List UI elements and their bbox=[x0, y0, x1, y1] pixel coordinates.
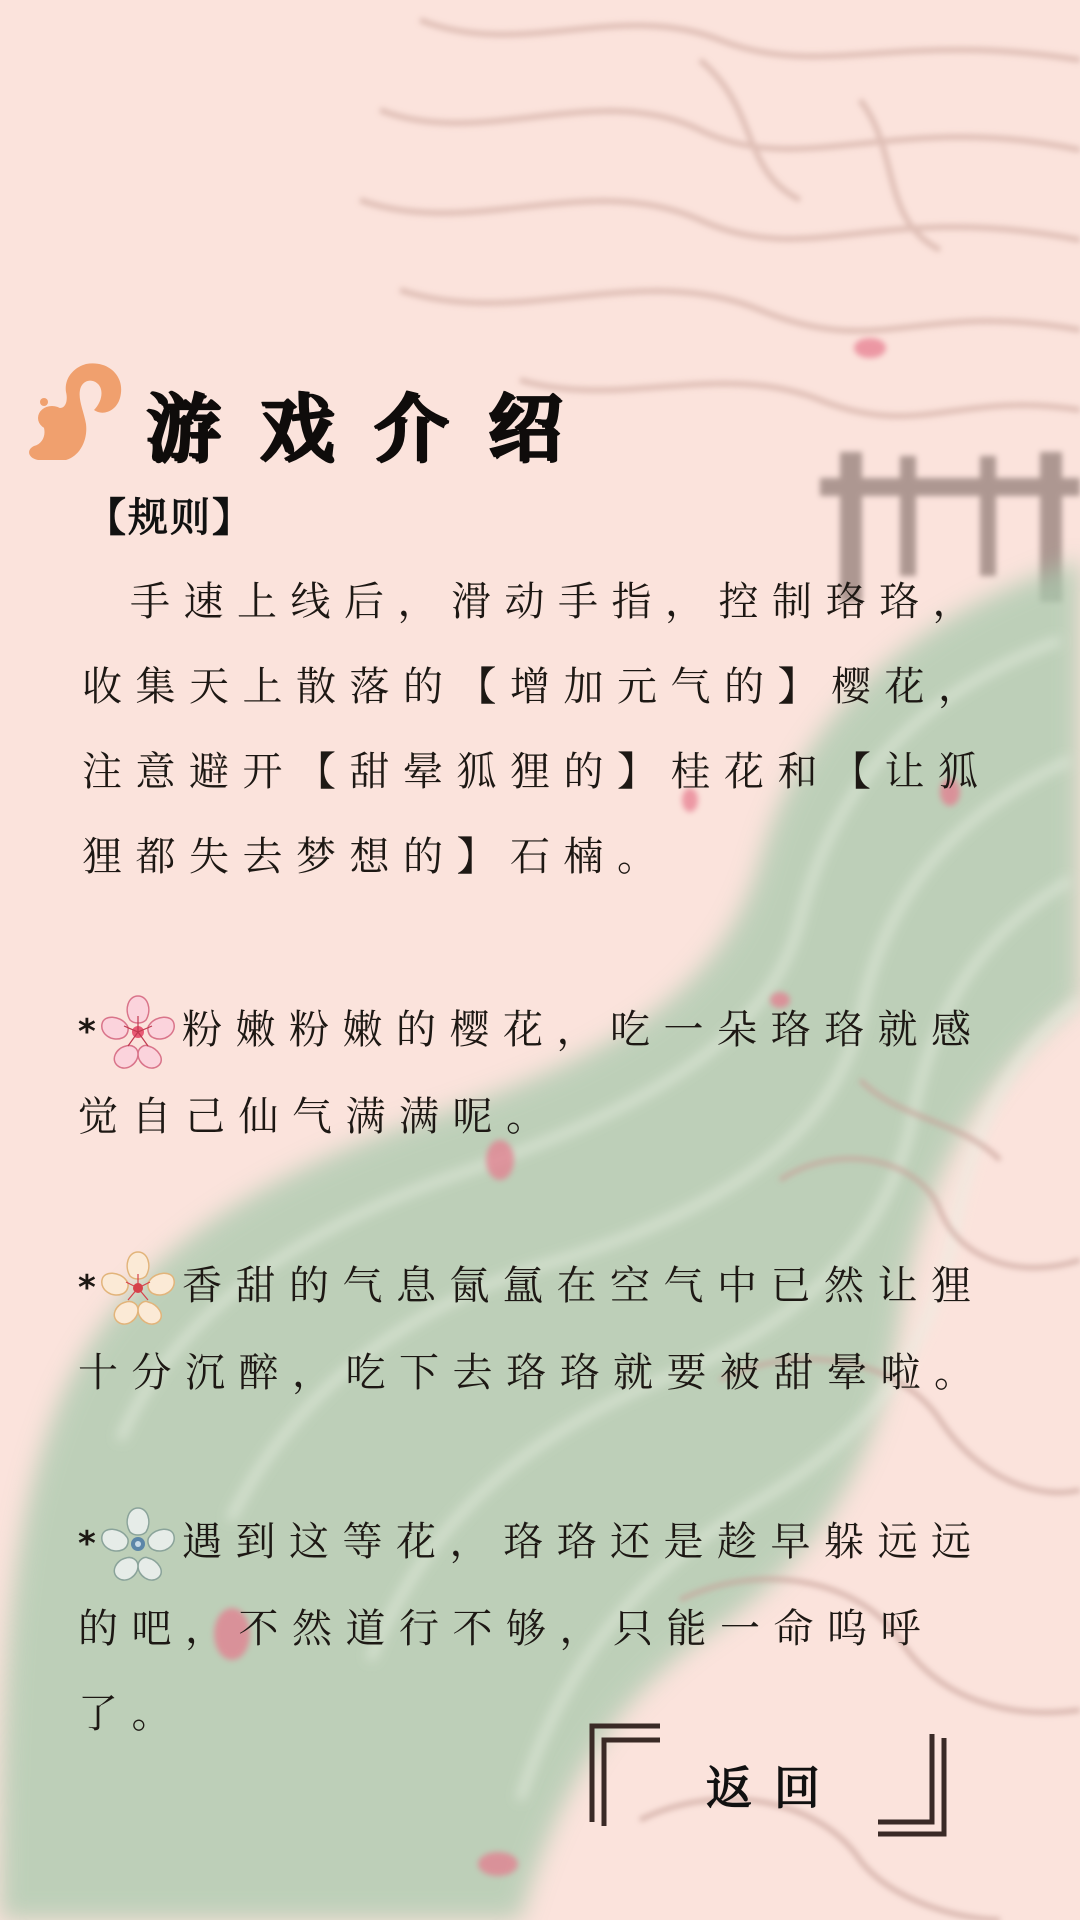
photinia-icon bbox=[96, 1502, 180, 1586]
squirrel-icon bbox=[28, 360, 128, 470]
intro-paragraph: 手速上线后，滑动手指，控制珞珞，收集天上散落的【增加元气的】樱花，注意避开【甜晕狐狸的】桂花和【让狐狸都失去梦想的】石楠。 bbox=[82, 579, 992, 880]
item-text: 遇到这等花，珞珞还是趁早躲远远的吧，不然道行不够，只能一命呜呼了。 bbox=[78, 1519, 985, 1737]
back-button-label: 返回 bbox=[706, 1761, 842, 1815]
title-row bbox=[28, 360, 928, 480]
cherry-blossom-icon bbox=[96, 990, 180, 1074]
item-text: 粉嫩粉嫩的樱花，吃一朵珞珞就感觉自己仙气满满呢。 bbox=[78, 1007, 985, 1140]
back-button[interactable] bbox=[588, 1718, 948, 1842]
bullet-marker: * bbox=[78, 1267, 96, 1308]
item-text: 香甜的气息氤氲在空气中已然让狸十分沉醉，吃下去珞珞就要被甜晕啦。 bbox=[78, 1263, 988, 1396]
rules-label: 【规则】 bbox=[86, 495, 254, 541]
list-item-osmanthus bbox=[78, 1244, 1022, 1416]
osmanthus-icon bbox=[96, 1246, 180, 1330]
bullet-marker: * bbox=[78, 1523, 96, 1564]
page-title: 游戏介绍 bbox=[146, 386, 602, 472]
bullet-marker: * bbox=[78, 1011, 96, 1052]
list-item-cherry bbox=[78, 988, 1022, 1160]
